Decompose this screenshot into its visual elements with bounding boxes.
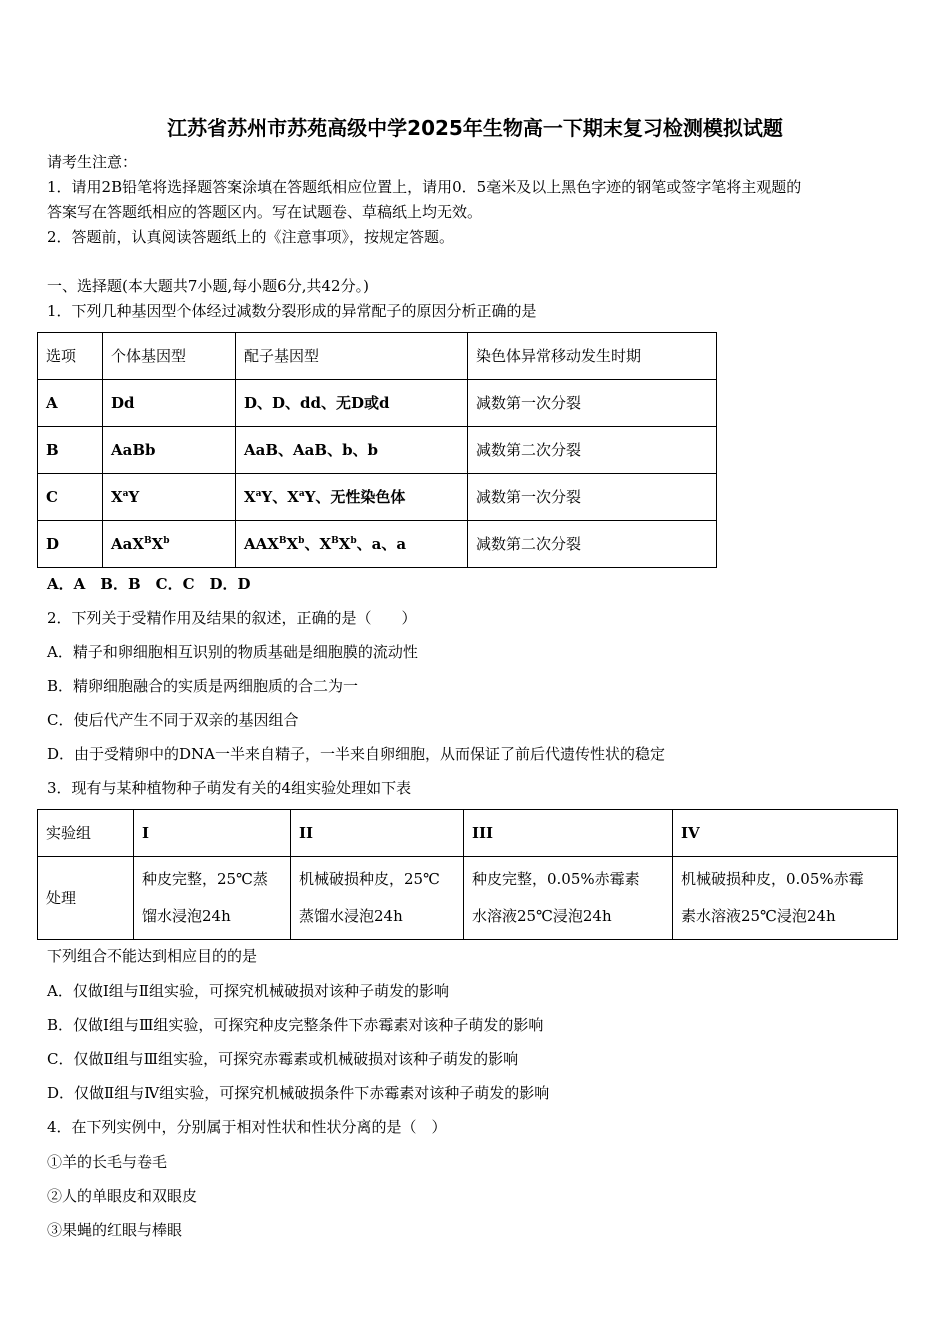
- table-header-row: [38, 333, 717, 380]
- question-1-table: [37, 332, 717, 568]
- option-cell: A: [38, 380, 103, 427]
- header-cell: III: [464, 810, 673, 857]
- gamete-cell: $X^aY$、$X^aY$、无性染色体: [236, 474, 468, 521]
- question-3-follow: 下列组合不能达到相应目的的是: [47, 947, 258, 965]
- question-2-stem: 2．下列关于受精作用及结果的叙述，正确的是（ ）: [47, 609, 417, 627]
- question-4-item-1: ①羊的长毛与卷毛: [47, 1153, 168, 1171]
- gamete-cell: AaB、AaB、b、b: [236, 427, 468, 474]
- notice-item-1: 1．请用2B铅笔将选择题答案涂填在答题纸相应位置上，请用0．5毫米及以上黑色字迹的钢笔或签字笔将主观题的: [47, 178, 802, 196]
- question-1-options: A．A B．B C．C D．D: [47, 575, 251, 593]
- question-2-option-a: A．精子和卵细胞相互识别的物质基础是细胞膜的流动性: [47, 643, 418, 661]
- question-3-stem: 3．现有与某种植物种子萌发有关的4组实验处理如下表: [47, 779, 412, 797]
- genotype-cell: $X^aY$: [103, 474, 236, 521]
- option-cell: B: [38, 427, 103, 474]
- header-cell: 选项: [38, 333, 103, 380]
- period-cell: 减数第一次分裂: [468, 474, 717, 521]
- table-row: [38, 521, 717, 568]
- table-row: [38, 474, 717, 521]
- question-3-option-a: A．仅做Ⅰ组与Ⅱ组实验，可探究机械破损对该种子萌发的影响: [47, 982, 449, 1000]
- table-header-row: [38, 810, 898, 857]
- period-cell: 减数第二次分裂: [468, 521, 717, 568]
- period-cell: 减数第二次分裂: [468, 427, 717, 474]
- table-row: [38, 427, 717, 474]
- question-1-stem: 1．下列几种基因型个体经过减数分裂形成的异常配子的原因分析正确的是: [47, 302, 537, 320]
- option-cell: C: [38, 474, 103, 521]
- header-cell: 实验组: [38, 810, 134, 857]
- gamete-cell: $AAX^BX^b$、$X^BX^b$、a、a: [236, 521, 468, 568]
- header-cell: II: [291, 810, 464, 857]
- question-4-stem: 4．在下列实例中，分别属于相对性状和性状分离的是（ ）: [47, 1118, 447, 1136]
- treatment-cell: 种皮完整，0.05%赤霉素 水溶液25℃浸泡24h: [464, 857, 673, 940]
- question-3-option-d: D．仅做Ⅱ组与Ⅳ组实验，可探究机械破损条件下赤霉素对该种子萌发的影响: [47, 1084, 550, 1102]
- treatment-cell: 机械破损种皮，0.05%赤霉 素水溶液25℃浸泡24h: [673, 857, 898, 940]
- notice-item-1-cont: 答案写在答题纸相应的答题区内。写在试题卷、草稿纸上均无效。: [47, 203, 483, 221]
- row-label-cell: 处理: [38, 857, 134, 940]
- treatment-cell: 种皮完整，25℃蒸 馏水浸泡24h: [134, 857, 291, 940]
- question-2-option-d: D．由于受精卵中的DNA一半来自精子，一半来自卵细胞，从而保证了前后代遗传性状的稳定: [47, 745, 666, 763]
- question-3-option-c: C．仅做Ⅱ组与Ⅲ组实验，可探究赤霉素或机械破损对该种子萌发的影响: [47, 1050, 519, 1068]
- table-row: [38, 857, 898, 940]
- gamete-cell: D、D、dd、无D或d: [236, 380, 468, 427]
- question-2-option-b: B．精卵细胞融合的实质是两细胞质的合二为一: [47, 677, 359, 695]
- question-3-option-b: B．仅做Ⅰ组与Ⅲ组实验，可探究种皮完整条件下赤霉素对该种子萌发的影响: [47, 1016, 544, 1034]
- period-cell: 减数第一次分裂: [468, 380, 717, 427]
- table-row: [38, 380, 717, 427]
- header-cell: 染色体异常移动发生时期: [468, 333, 717, 380]
- header-cell: 配子基因型: [236, 333, 468, 380]
- notice-heading: 请考生注意：: [47, 153, 138, 171]
- question-4-item-3: ③果蝇的红眼与棒眼: [47, 1221, 183, 1239]
- question-4-item-2: ②人的单眼皮和双眼皮: [47, 1187, 198, 1205]
- page-title: 江苏省苏州市苏苑高级中学2025年生物高一下期末复习检测模拟试题: [167, 116, 783, 140]
- genotype-cell: $AaX^BX^b$: [103, 521, 236, 568]
- genotype-cell: AaBb: [103, 427, 236, 474]
- option-cell: D: [38, 521, 103, 568]
- question-2-option-c: C．使后代产生不同于双亲的基因组合: [47, 711, 299, 729]
- question-3-table: [37, 809, 898, 940]
- notice-item-2: 2．答题前，认真阅读答题纸上的《注意事项》，按规定答题。: [47, 228, 455, 246]
- treatment-cell: 机械破损种皮，25℃ 蒸馏水浸泡24h: [291, 857, 464, 940]
- header-cell: I: [134, 810, 291, 857]
- section-heading: 一、选择题(本大题共7小题,每小题6分,共42分。): [47, 277, 369, 295]
- header-cell: 个体基因型: [103, 333, 236, 380]
- header-cell: IV: [673, 810, 898, 857]
- genotype-cell: Dd: [103, 380, 236, 427]
